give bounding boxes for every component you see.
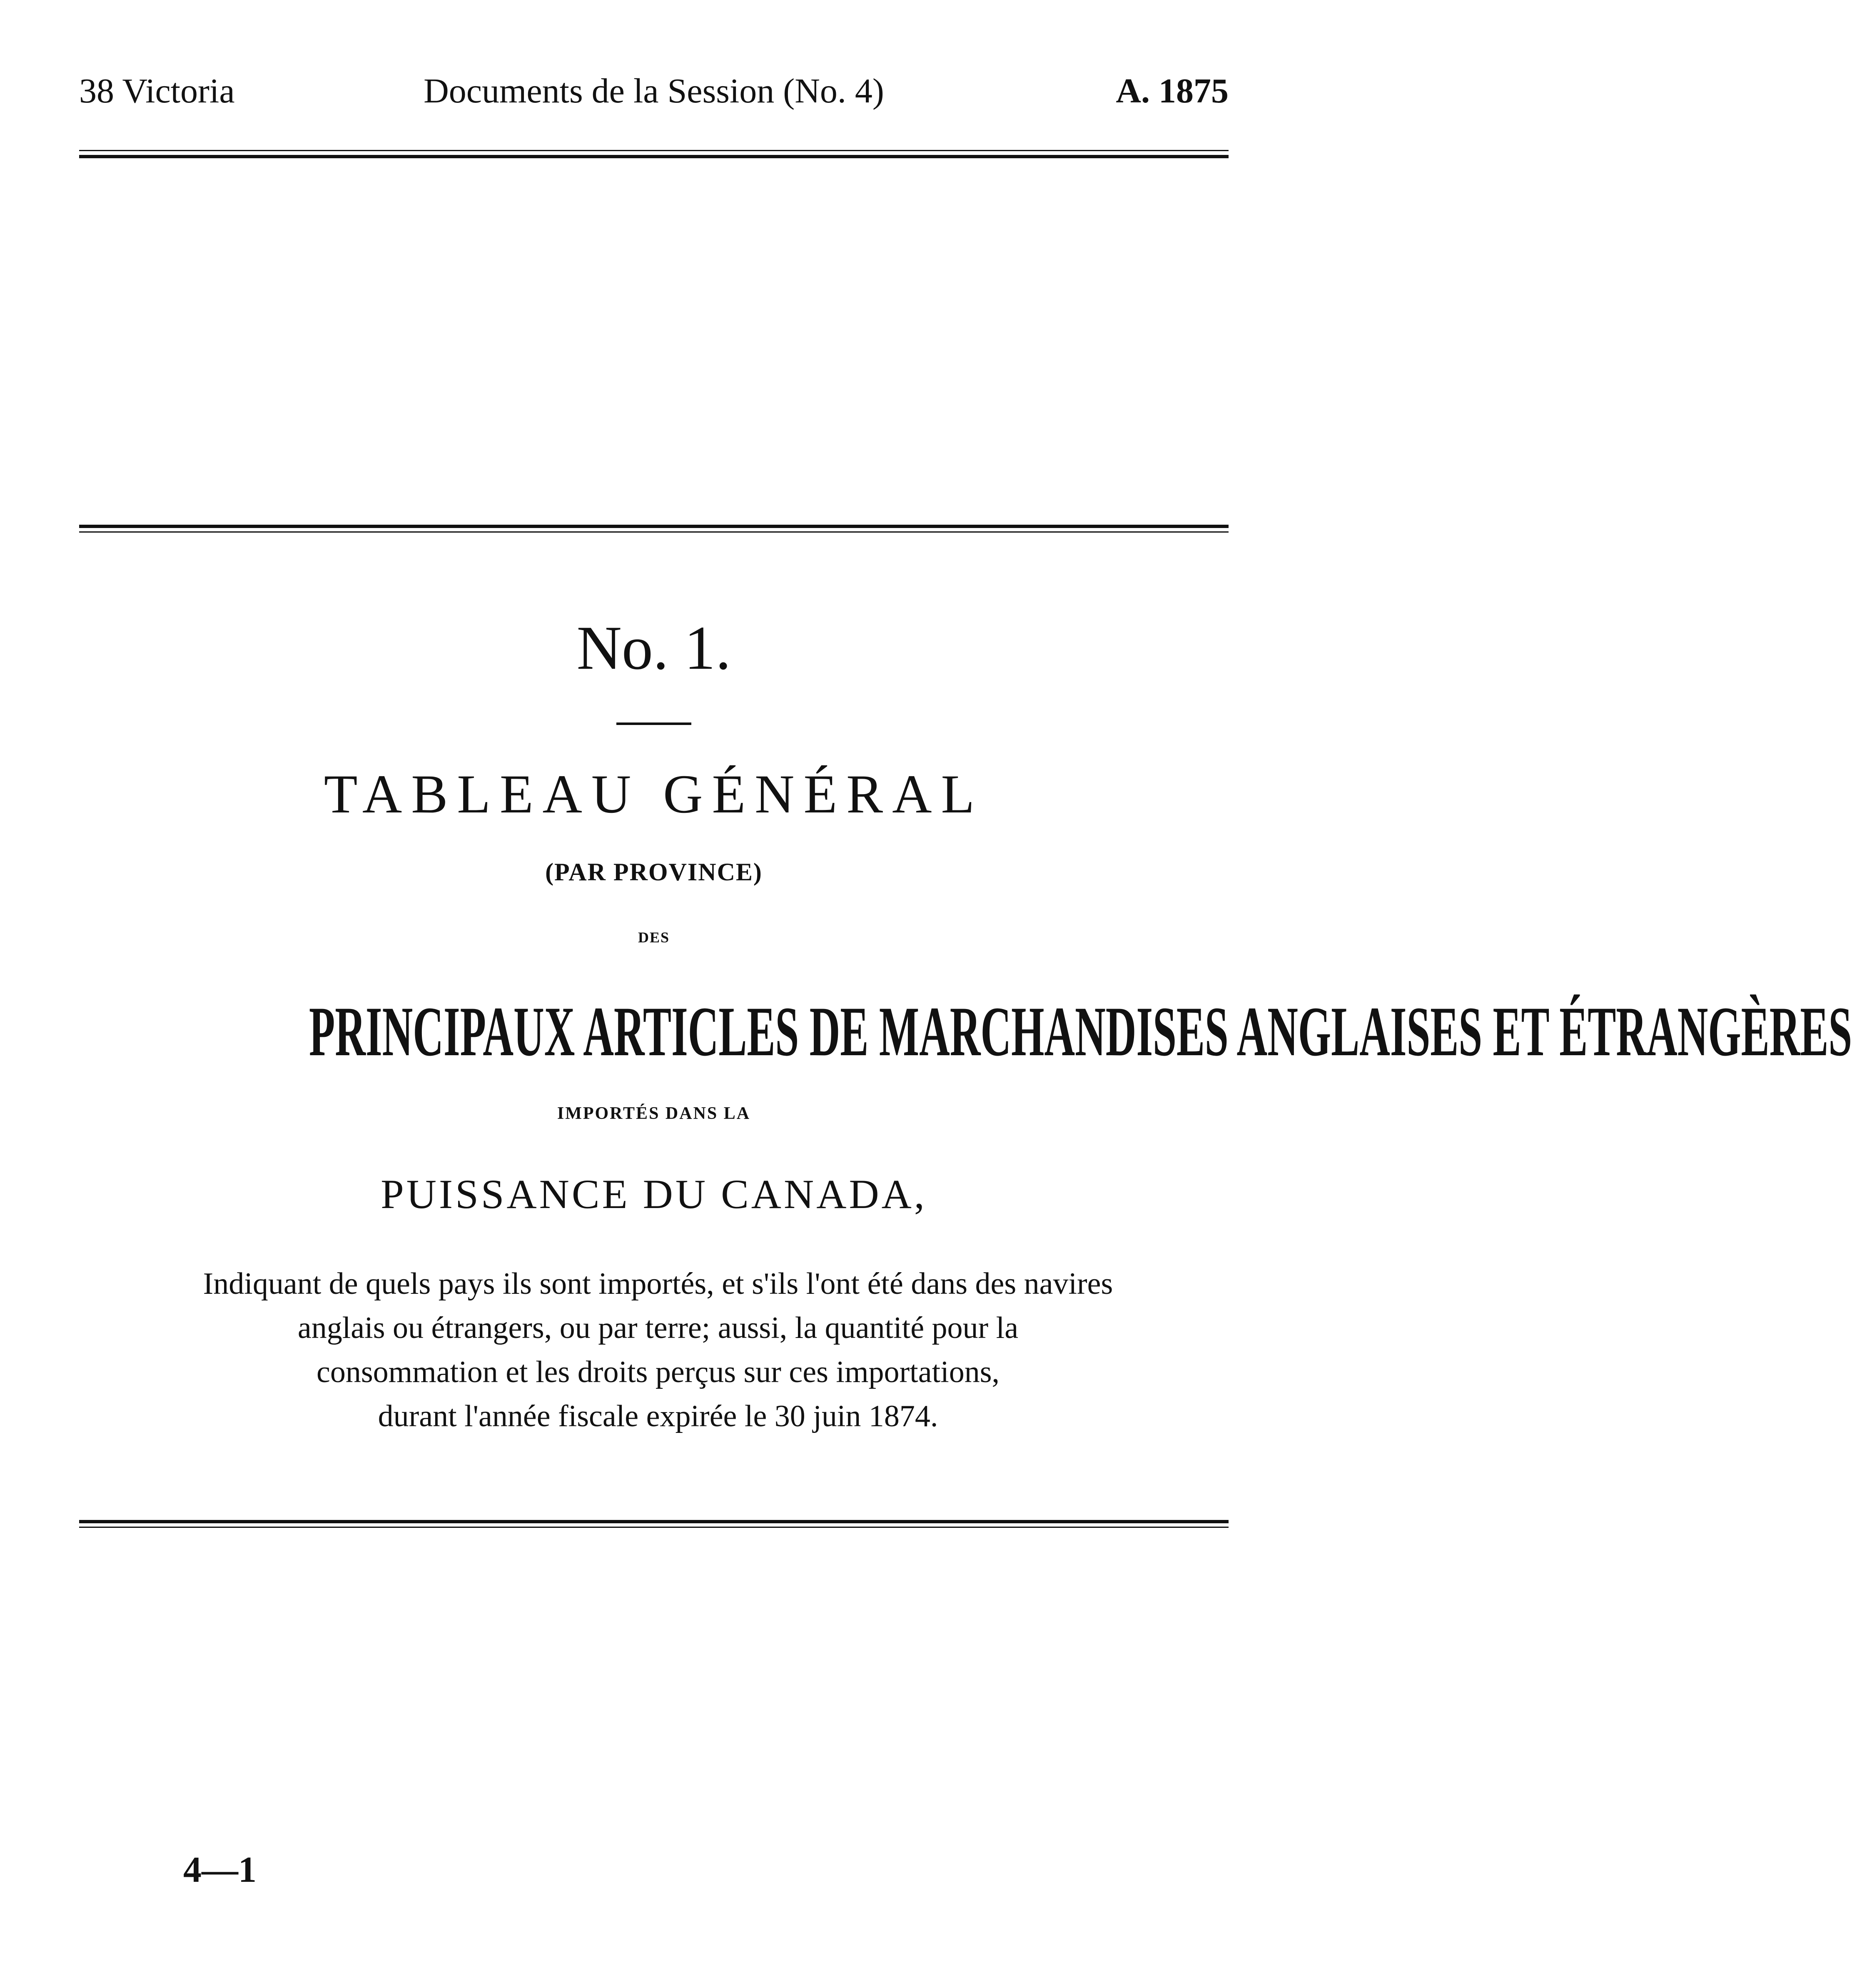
title-rule-thin (79, 531, 1229, 533)
title-rule-thick (79, 525, 1229, 528)
header-rule-thin (79, 150, 1229, 151)
imported-line: IMPORTÉS DANS LA (557, 1104, 751, 1123)
footer-rule-thick (79, 1520, 1229, 1523)
running-head-year: A. 1875 (1116, 72, 1229, 110)
connector-word: DES (638, 929, 670, 946)
description-paragraph (79, 1262, 1237, 1438)
main-title: TABLEAU GÉNÉRAL (324, 763, 984, 825)
header-rule-thick (79, 155, 1229, 158)
subtitle: (PAR PROVINCE) (545, 858, 763, 886)
short-divider (616, 722, 691, 725)
description-line: Indiquant de quels pays ils sont importés, et s'ils l'ont été dans des navires (203, 1267, 1113, 1301)
description-line: anglais ou étrangers, ou par terre; aussi, la quantité pour la (297, 1311, 1019, 1345)
description-line: durant l'année fiscale expirée le 30 juin 1874. (378, 1399, 938, 1433)
country-title: PUISSANCE DU CANADA, (381, 1171, 927, 1217)
footer-rule-thin (79, 1527, 1229, 1528)
description-line: consommation et les droits perçus sur ces importations, (316, 1355, 1000, 1389)
document-number: No. 1. (576, 613, 731, 683)
running-head-volume: 38 Victoria (79, 72, 235, 110)
running-head (79, 71, 1229, 121)
articles-heading: PRINCIPAUX ARTICLES DE MARCHANDISES ANGLAISES ET ÉTRANGÈRES (309, 992, 1852, 1071)
folio-number: 4—1 (183, 1850, 257, 1890)
running-head-series: Documents de la Session (No. 4) (424, 72, 884, 110)
